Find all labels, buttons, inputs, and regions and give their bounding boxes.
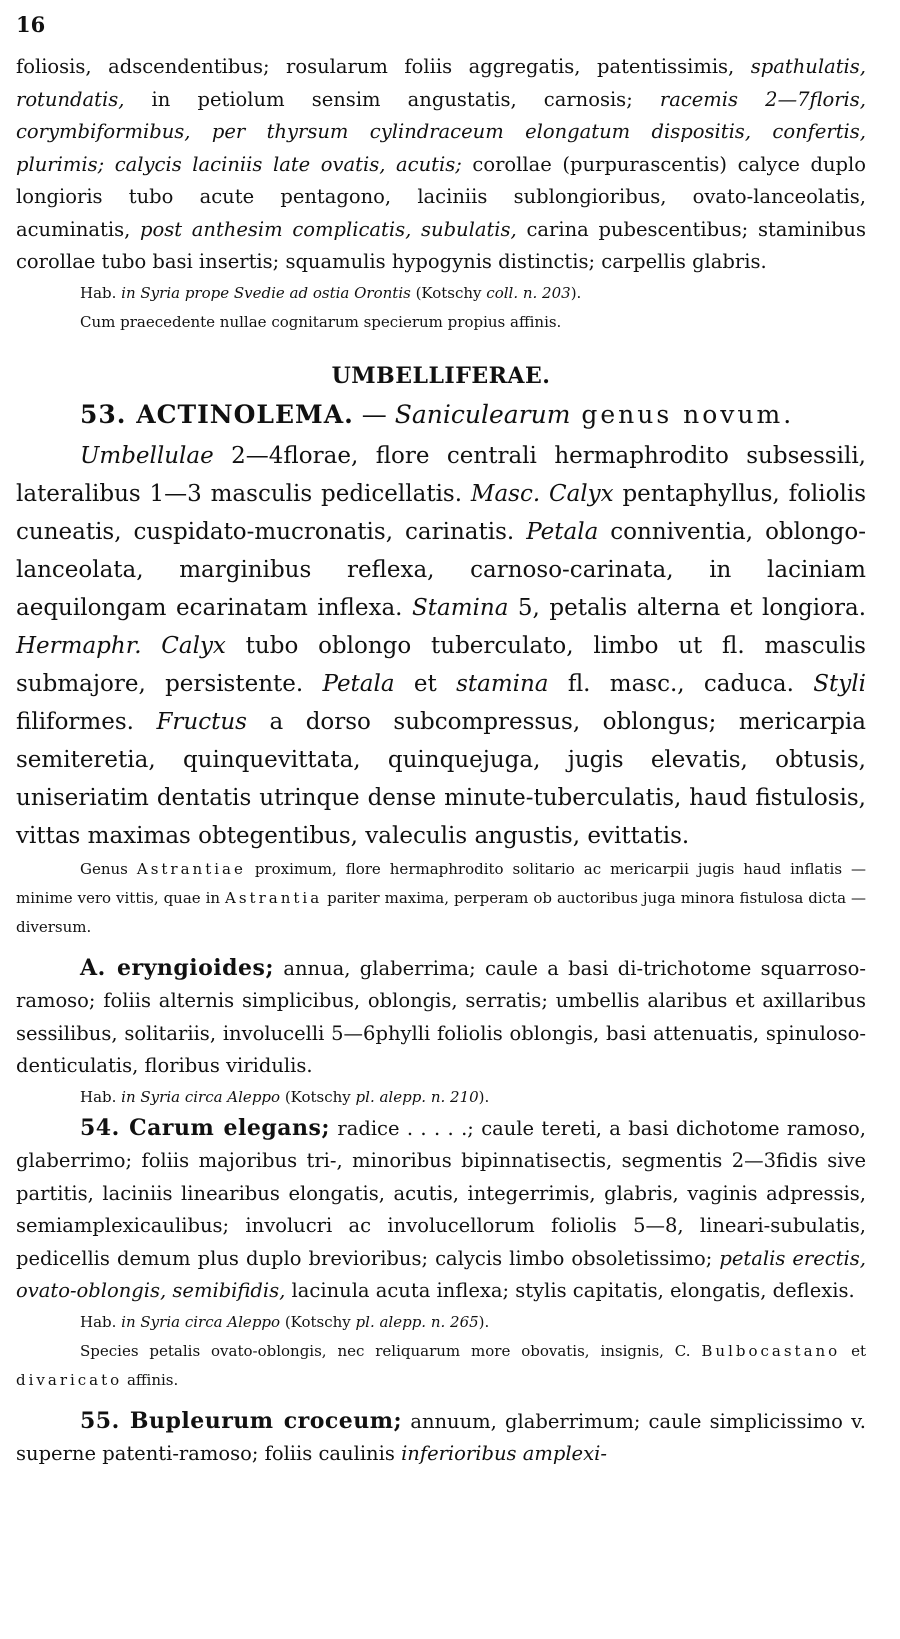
affinity-note: Cum praecedente nullae cognitarum specierum propius affinis.: [80, 312, 562, 331]
species-carum-elegans: 54. Carum elegans; radice . . . . .; caule tereti, a basi dichotome ramoso, glaberrimo; foliis majoribus tri-, minoribus bipinnatisectis, segmentis 2—3fidis sive partitis, laciniis linearibus elongatis, acutis, integerrimis, glabris, vaginis adpressis, semiamplexicaulibus; involucri ac involucellorum foliolis 5—8, lineari-subulatis, pedicellis demum plus duplo brevioribus; calycis limbo obsoletissimo; petalis erectis, ovato-oblongis, semibifidis, lacinula acuta inflexa; stylis capitatis, elongatis, deflexis.: [16, 1114, 866, 1302]
genus-heading: 53. ACTINOLEMA. — Saniculearum genus novum.: [80, 399, 795, 429]
genus-description: Umbellulae 2—4florae, flore centrali hermaphrodito subsessili, lateralibus 1—3 masculis pedicellatis. Masc. Calyx pentaphyllus, foliolis cuneatis, cuspidato-mucronatis, carinatis. Petala conniventia, oblongo-lanceolata, marginibus reflexa, carnoso-carinata, in laciniam aequilongam ecarinatam inflexa. Stamina 5, petalis alterna et longiora. Hermaphr. Calyx tubo oblongo tuberculato, limbo ut fl. masculis submajore, persistente. Petala et stamina fl. masc., caduca. Styli filiformes. Fructus a dorso subcompressus, oblongus; mericarpia semiteretia, quinquevittata, quinquejuga, jugis elevatis, obtusis, uniseriatim dentatis utrinque dense minute-tuberculatis, haud fistulosis, vittas maximas obtegentibus, valeculis angustis, evittatis.: [16, 442, 867, 849]
species-note: Species petalis ovato-oblongis, nec reliquarum more obovatis, insignis, C. Bulbocastano et divaricato affinis.: [16, 1341, 866, 1389]
spacer: [16, 942, 866, 952]
genus-note: Genus Astrantiae proximum, flore hermaphrodito solitario ac mericarpii jugis haud inflatis — minime vero vittis, quae in Astrantia pariter maxima, perperam ob auctoribus juga minora fistulosa dicta — diversum.: [16, 859, 867, 936]
spacer: [16, 1395, 866, 1405]
species-actinolema-eryngioides: A. eryngioides; annua, glaberrima; caule a basi di-trichotome squarroso-ramoso; foliis alternis simplicibus, oblongis, serratis; umbellis alaribus et axillaribus sessilibus, solitariis, involucelli 5—6phylli foliolis oblongis, basi attenuatis, spinuloso-denticulatis, floribus viridulis.: [16, 954, 867, 1077]
habitat-line: Hab. in Syria circa Aleppo (Kotschy pl. alepp. n. 265).: [80, 1312, 490, 1331]
species-bupleurum-croceum: 55. Bupleurum croceum; annuum, glaberrimum; caule simplicissimo v. superne patenti-ramoso; foliis caulinis inferioribus amplexi-: [16, 1407, 866, 1465]
habitat-line: Hab. in Syria circa Aleppo (Kotschy pl. alepp. n. 210).: [80, 1087, 490, 1106]
page-number: 16: [16, 12, 46, 37]
family-heading: UMBELLIFERAE.: [331, 362, 551, 389]
paragraph-description-continued: foliosis, adscendentibus; rosularum foliis aggregatis, patentissimis, spathulatis, rotundatis, in petiolum sensim angustatis, carnosis; racemis 2—7floris, corymbiformibus, per thyrsum cylindraceum elongatum dispositis, confertis, plurimis; calycis laciniis late ovatis, acutis; corollae (purpurascentis) calyce duplo longioris tubo acute pentagono, laciniis sublongioribus, ovato-lanceolatis, acuminatis, post anthesim complicatis, subulatis, carina pubescentibus; staminibus corollae tubo basi insertis; squamulis hypogynis distinctis; carpellis glabris.: [16, 55, 867, 273]
habitat-line: Hab. in Syria prope Svedie ad ostia Orontis (Kotschy coll. n. 203).: [80, 283, 582, 302]
